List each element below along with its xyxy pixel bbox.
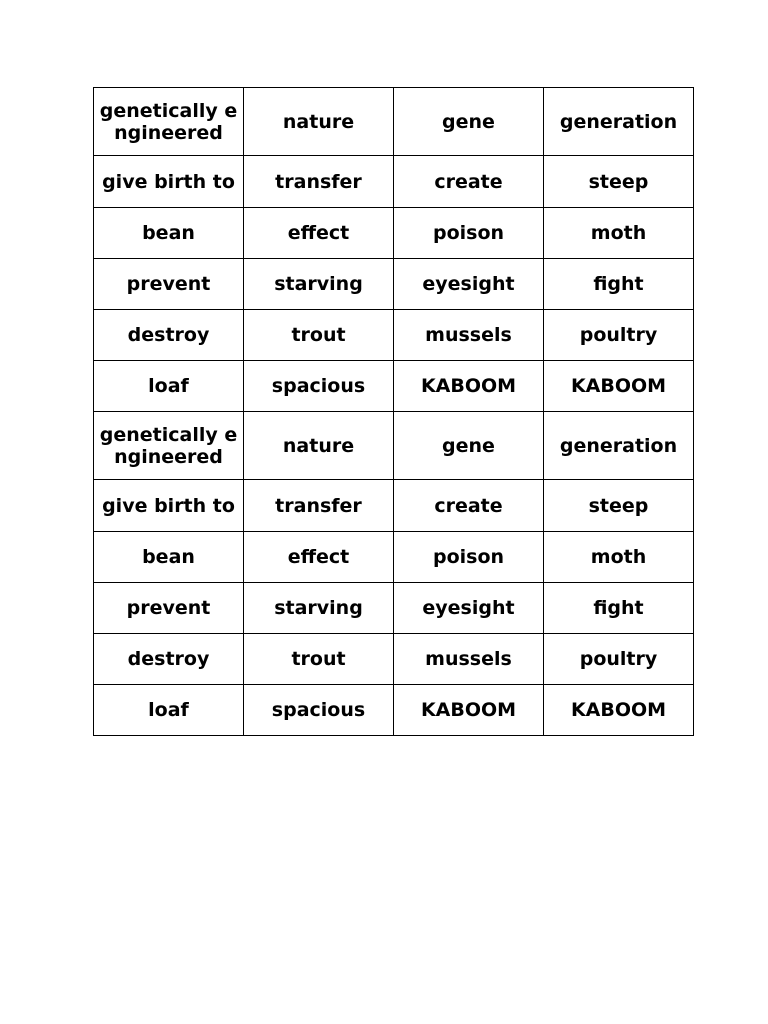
word-cell: fight xyxy=(544,583,694,634)
table-row xyxy=(94,361,694,412)
word-cell: eyesight xyxy=(394,583,544,634)
word-cell: give birth to xyxy=(94,156,244,208)
word-cell: destroy xyxy=(94,310,244,361)
word-cell: poison xyxy=(394,208,544,259)
word-cell: nature xyxy=(244,412,394,480)
word-cell: gene xyxy=(394,412,544,480)
word-cell: poultry xyxy=(544,310,694,361)
table-row xyxy=(94,685,694,736)
word-cell: prevent xyxy=(94,583,244,634)
table-row xyxy=(94,259,694,310)
table-row xyxy=(94,208,694,259)
table-row xyxy=(94,532,694,583)
word-cell: eyesight xyxy=(394,259,544,310)
word-cell: destroy xyxy=(94,634,244,685)
word-cell: generation xyxy=(544,412,694,480)
word-cell: trout xyxy=(244,310,394,361)
word-cell: KABOOM xyxy=(394,685,544,736)
word-cell: create xyxy=(394,156,544,208)
word-cell: nature xyxy=(244,88,394,156)
word-cell: transfer xyxy=(244,156,394,208)
word-cell: loaf xyxy=(94,685,244,736)
table-row xyxy=(94,634,694,685)
word-cell: transfer xyxy=(244,480,394,532)
word-cell: steep xyxy=(544,480,694,532)
word-cell: bean xyxy=(94,208,244,259)
word-cell: create xyxy=(394,480,544,532)
word-cell: give birth to xyxy=(94,480,244,532)
word-cell: moth xyxy=(544,208,694,259)
word-cell: poison xyxy=(394,532,544,583)
word-cell: genetically engineered xyxy=(94,88,244,156)
word-cell: spacious xyxy=(244,685,394,736)
word-cell: gene xyxy=(394,88,544,156)
word-cell: trout xyxy=(244,634,394,685)
word-cell: KABOOM xyxy=(394,361,544,412)
word-cell: starving xyxy=(244,583,394,634)
word-cell: KABOOM xyxy=(544,685,694,736)
table-row xyxy=(94,88,694,156)
word-card-table xyxy=(93,87,694,736)
table-row xyxy=(94,156,694,208)
word-cell: prevent xyxy=(94,259,244,310)
word-cell: spacious xyxy=(244,361,394,412)
word-cell: KABOOM xyxy=(544,361,694,412)
table-row xyxy=(94,412,694,480)
table-row xyxy=(94,480,694,532)
word-cell: mussels xyxy=(394,310,544,361)
word-cell: starving xyxy=(244,259,394,310)
word-cell: mussels xyxy=(394,634,544,685)
word-cell: loaf xyxy=(94,361,244,412)
word-cell: generation xyxy=(544,88,694,156)
table-row xyxy=(94,583,694,634)
word-card-table-body xyxy=(94,88,694,736)
word-cell: effect xyxy=(244,532,394,583)
word-cell: moth xyxy=(544,532,694,583)
word-cell: bean xyxy=(94,532,244,583)
word-cell: fight xyxy=(544,259,694,310)
word-cell: steep xyxy=(544,156,694,208)
word-cell: genetically engineered xyxy=(94,412,244,480)
word-cell: poultry xyxy=(544,634,694,685)
word-cell: effect xyxy=(244,208,394,259)
table-row xyxy=(94,310,694,361)
